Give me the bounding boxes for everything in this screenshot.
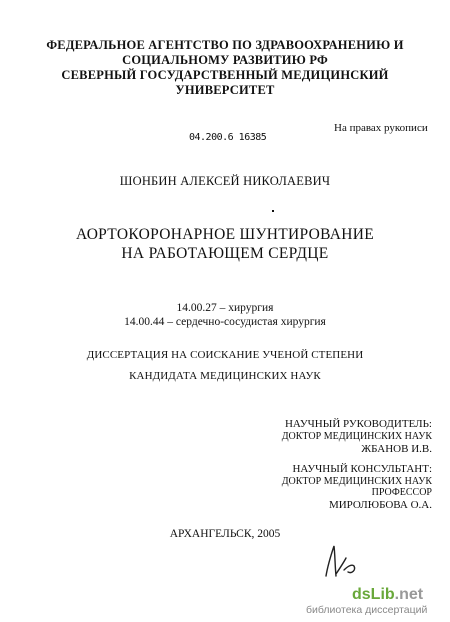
watermark-logo-main: dsLib (352, 586, 395, 603)
watermark-subtitle: библиотека диссертаций (306, 604, 428, 616)
degree-line-2: КАНДИДАТА МЕДИЦИНСКИХ НАУК (129, 370, 321, 382)
institution-line-2: СОЦИАЛЬНОМУ РАЗВИТИЮ РФ (122, 53, 328, 67)
consultant-degree: ДОКТОР МЕДИЦИНСКИХ НАУК (281, 476, 432, 487)
supervisor-name: ЖБАНОВ И.В. (361, 443, 432, 455)
place-year: АРХАНГЕЛЬСК, 2005 (169, 528, 281, 540)
specialty-2: 14.00.44 – сердечно-сосудистая хирургия (124, 316, 326, 328)
rights-note: На правах рукописи (334, 122, 428, 134)
title-line-2: НА РАБОТАЮЩЕМ СЕРДЦЕ (121, 245, 329, 262)
institution-line-3: СЕВЕРНЫЙ ГОСУДАРСТВЕННЫЙ МЕДИЦИНСКИЙ (61, 68, 389, 82)
signature-scribble (318, 540, 368, 582)
institution-line-1: ФЕДЕРАЛЬНОЕ АГЕНТСТВО ПО ЗДРАВООХРАНЕНИЮ И (46, 38, 404, 52)
consultant-title: ПРОФЕССОР (371, 487, 432, 498)
degree-line-1: ДИССЕРТАЦИЯ НА СОИСКАНИЕ УЧЕНОЙ СТЕПЕНИ (86, 349, 364, 361)
watermark-logo (352, 586, 423, 604)
watermark-logo-tld: .net (394, 586, 424, 603)
speck (272, 210, 274, 212)
consultant-name: МИРОЛЮБОВА О.А. (328, 499, 432, 511)
consultant-role: НАУЧНЫЙ КОНСУЛЬТАНТ: (292, 463, 432, 475)
title-line-1: АОРТОКОРОНАРНОЕ ШУНТИРОВАНИЕ (75, 226, 375, 243)
author-name: ШОНБИН АЛЕКСЕЙ НИКОЛАЕВИЧ (119, 174, 331, 188)
supervisor-degree: ДОКТОР МЕДИЦИНСКИХ НАУК (281, 431, 432, 442)
institution-line-4: УНИВЕРСИТЕТ (175, 83, 275, 97)
library-stamp: 04.200.6 16385 (189, 132, 267, 143)
supervisor-role: НАУЧНЫЙ РУКОВОДИТЕЛЬ: (284, 418, 432, 430)
specialty-1: 14.00.27 – хирургия (176, 302, 274, 314)
